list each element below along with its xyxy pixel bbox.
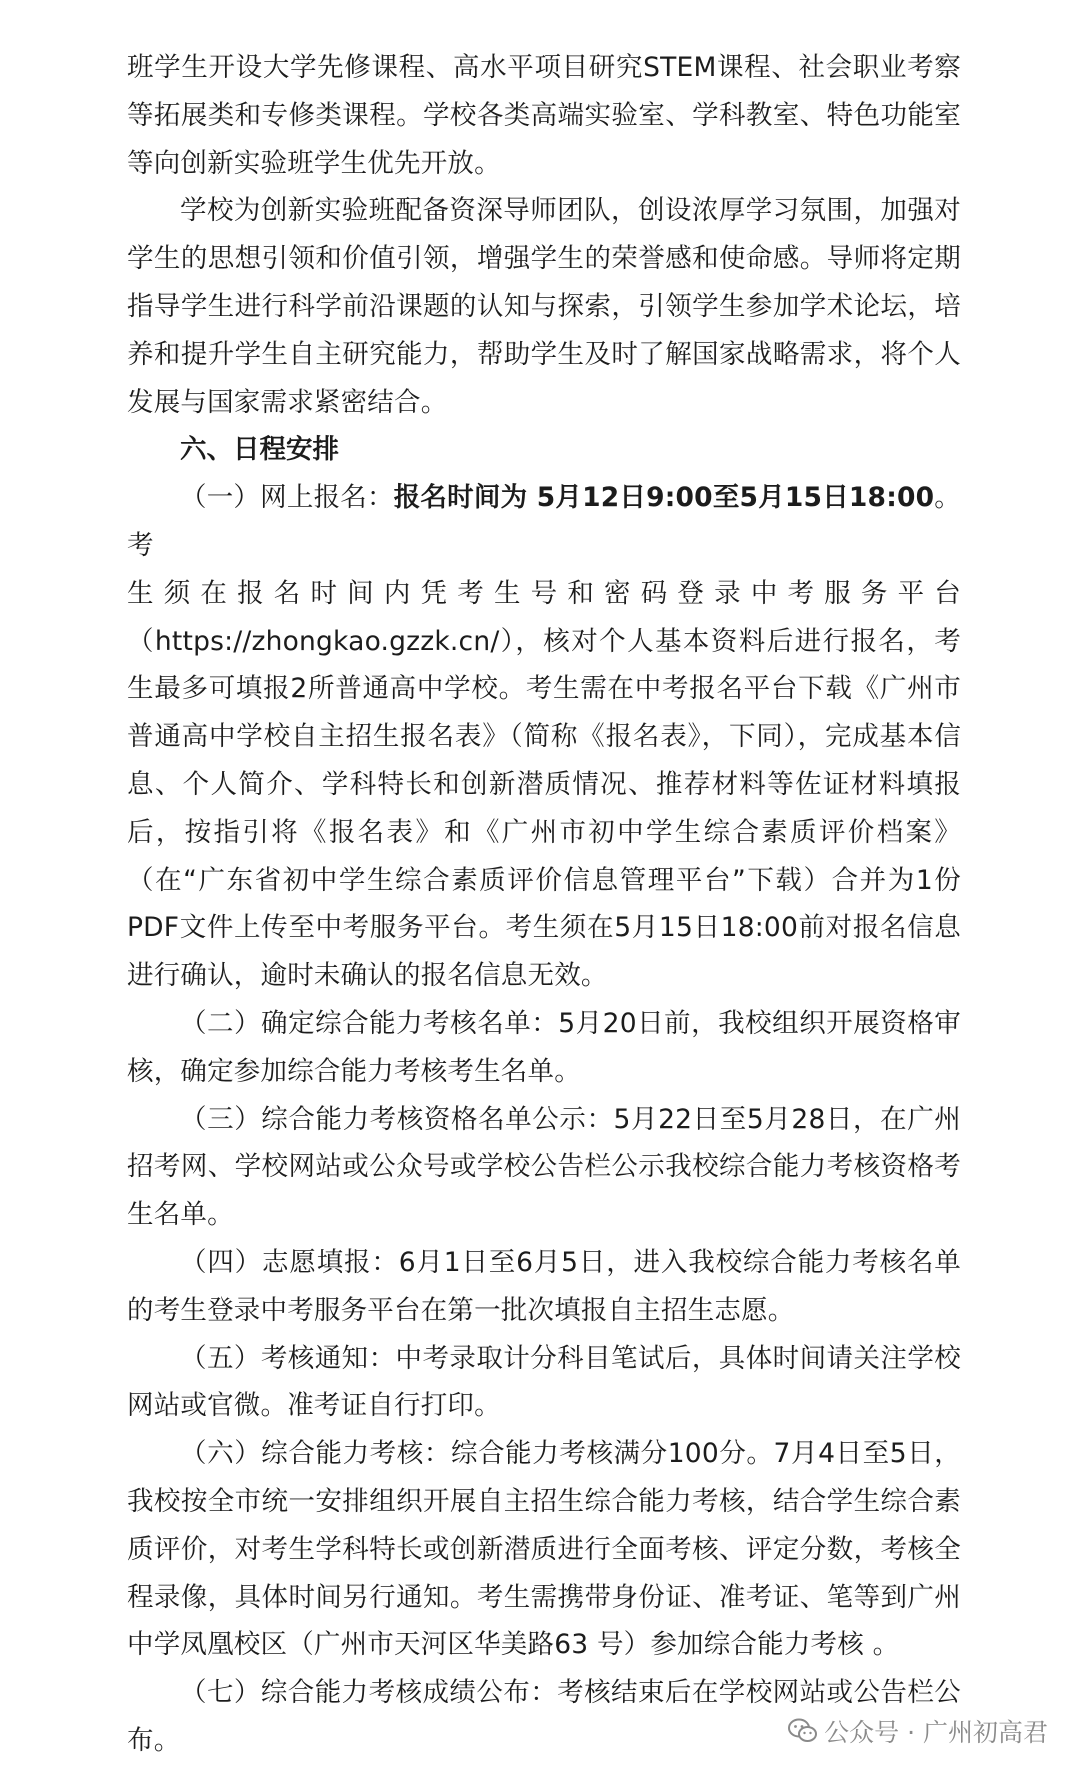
- paragraph-courses: 班学生开设大学先修课程、高水平项目研究STEM课程、社会职业考察等拓展类和专修类课程。学校各类高端实验室、学科教室、特色功能室等向创新实验班学生优先开放。: [127, 52, 962, 179]
- watermark: [788, 1713, 1048, 1749]
- schedule-item-notice: （五）考核通知：中考录取计分科目笔试后，具体时间请关注学校网站或官微。准考证自行打印。: [127, 1342, 961, 1422]
- registration-details: （https://zhongkao.gzzk.cn/），核对个人基本资料后进行报名，考生最多可填报2所普通高中学校。考生需在中考报名平台下载《广州市普通高中学校自主招生报名表》（简称《报名表》，下同），完成基本信息、个人简介、学科特长和创新潜质情况、推荐材料等佐证材料填报后，按指引将《报名表》和《广州市初中学生综合素质评价档案》（在“广东省初中学生综合素质评价信息管理平台”下载）合并为1份PDF文件上传至中考服务平台。考生须在5月15日18:00前对报名信息进行确认，逾时未确认的报名信息无效。: [127, 625, 961, 992]
- paragraph-mentors: 学校为创新实验班配备资深导师团队，创设浓厚学习氛围，加强对学生的思想引领和价值引领，增强学生的荣誉感和使命感。导师将定期指导学生进行科学前沿课题的认知与探索，引领学生参加学术论坛，培养和提升学生自主研究能力，帮助学生及时了解国家战略需求，将个人发展与国家需求紧密结合。: [127, 195, 961, 418]
- schedule-item-results: （七）综合能力考核成绩公布：考核结束后在学校网站或公告栏公布。: [127, 1677, 961, 1756]
- registration-line-2: 生须在报名时间内凭考生号和密码登录中考服务平台: [127, 577, 961, 609]
- schedule-item-qualification: （二）确定综合能力考核名单：5月20日前，我校组织开展资格审核，确定参加综合能力考核考生名单。: [127, 1007, 961, 1087]
- document-body: [127, 44, 961, 1765]
- schedule-item-application: （四）志愿填报：6月1日至6月5日，进入我校综合能力考核名单的考生登录中考服务平台在第一批次填报自主招生志愿。: [127, 1246, 961, 1326]
- watermark-text: 公众号 · 广州初高君: [824, 1718, 1048, 1747]
- item-label: （一）网上报名：: [180, 482, 394, 514]
- schedule-item-registration: [127, 474, 961, 570]
- schedule-item-publicity: （三）综合能力考核资格名单公示：5月22日至5月28日，在广州招考网、学校网站或公众号或学校公告栏公示我校综合能力考核资格考生名单。: [127, 1103, 961, 1231]
- schedule-item-assessment: （六）综合能力考核：综合能力考核满分100分。7月4日至5日，我校按全市统一安排组织开展自主招生综合能力考核，结合学生综合素质评价，对考生学科特长或创新潜质进行全面考核、评定分数，考核全程录像，具体时间另行通知。考生需携带身份证、准考证、笔等到广州中学凤凰校区（广州市天河区华美路63 号）参加综合能力考核 。: [127, 1438, 961, 1661]
- wechat-icon: [788, 1718, 818, 1744]
- registration-time: 报名时间为 5月12日9:00至5月15日18:00: [393, 482, 935, 514]
- section-heading-schedule: 六、日程安排: [180, 434, 339, 466]
- item-text: 。考: [127, 482, 961, 561]
